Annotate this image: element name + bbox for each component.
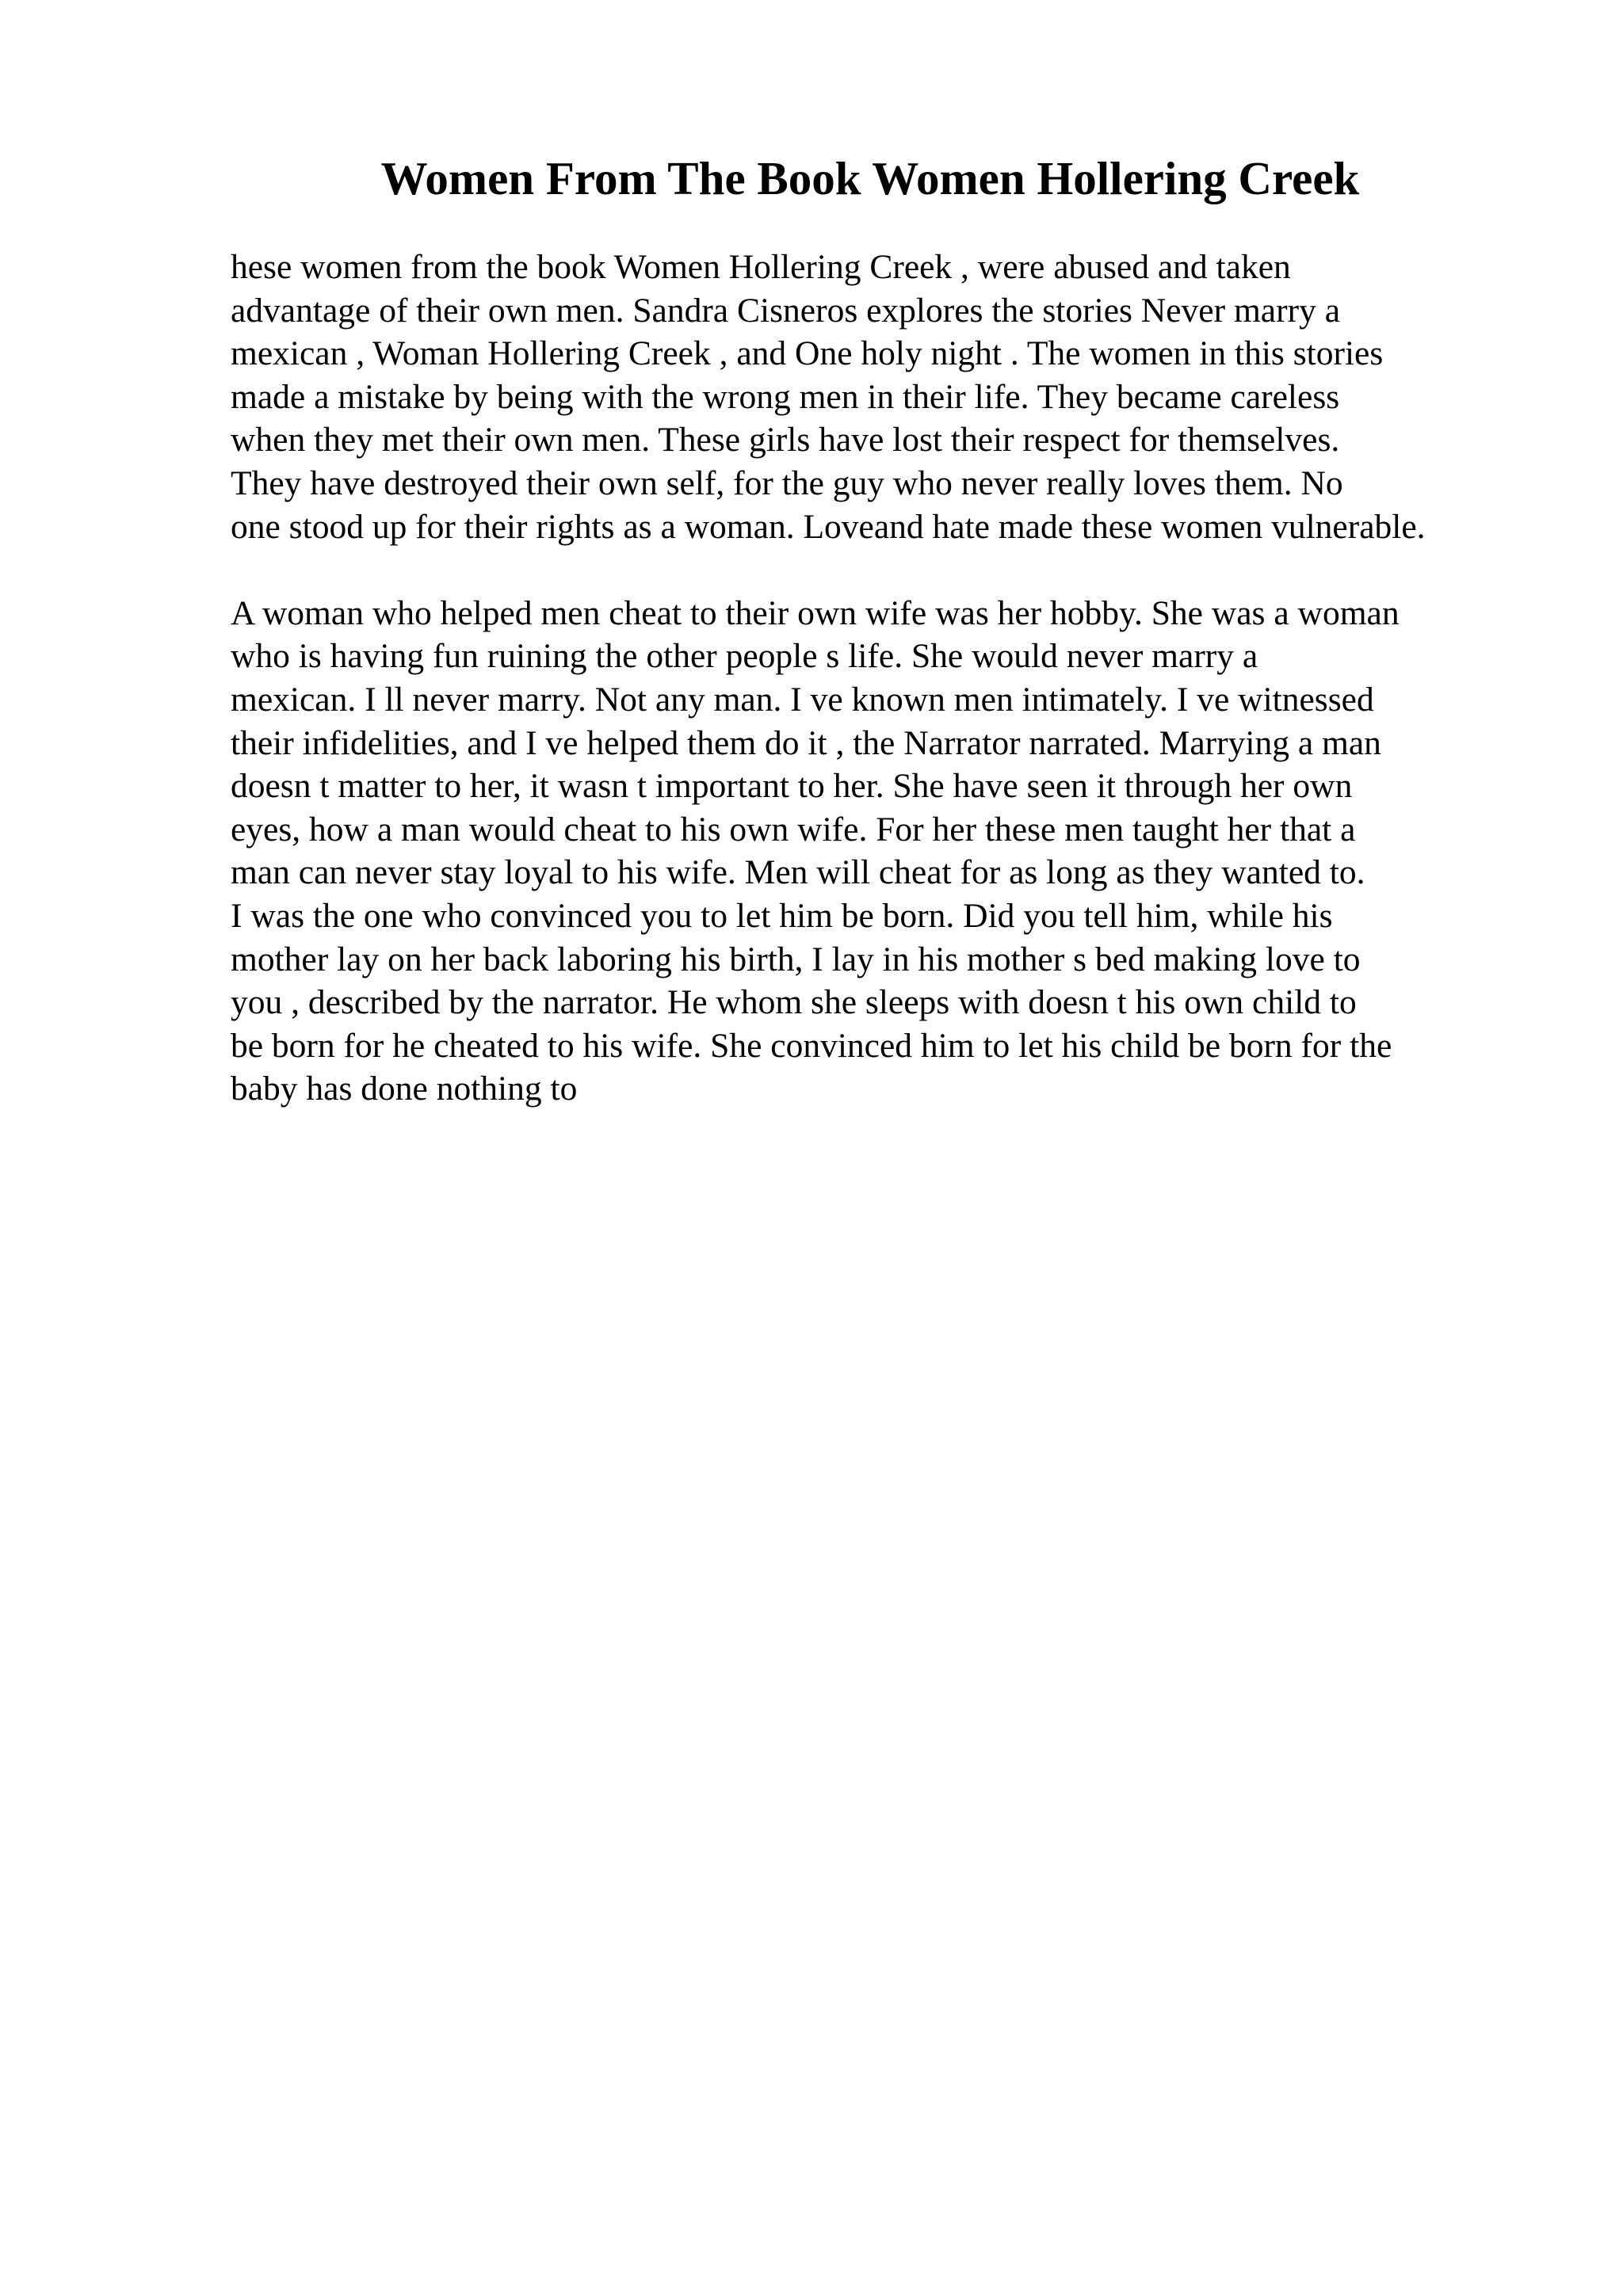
text-line: mother lay on her back laboring his birth, I lay in his mother s bed making love to bbox=[231, 940, 1361, 978]
document-body bbox=[231, 246, 1610, 1111]
text-line: mexican , Woman Hollering Creek , and One holy night . The women in this stories bbox=[231, 334, 1384, 373]
text-line: I was the one who convinced you to let him be born. Did you tell him, while his bbox=[231, 896, 1333, 935]
text-line: eyes, how a man would cheat to his own wife. For her these men taught her that a bbox=[231, 810, 1356, 849]
text-line: man can never stay loyal to his wife. Men will cheat for as long as they wanted to. bbox=[231, 853, 1365, 892]
text-line: advantage of their own men. Sandra Cisneros explores the stories Never marry a bbox=[231, 291, 1341, 330]
text-line: hese women from the book Women Hollering Creek , were abused and taken bbox=[231, 248, 1291, 286]
text-line: when they met their own men. These girls have lost their respect for themselves. bbox=[231, 421, 1340, 460]
paragraph-1 bbox=[231, 246, 1610, 548]
text-line: A woman who helped men cheat to their own wife was her hobby. She was a woman bbox=[231, 593, 1400, 632]
text-line: They have destroyed their own self, for the guy who never really loves them. No bbox=[231, 463, 1343, 502]
text-line: mexican. I ll never marry. Not any man. I ve known men intimately. I ve witnessed bbox=[231, 680, 1374, 719]
text-line: made a mistake by being with the wrong men in their life. They became careless bbox=[231, 377, 1340, 416]
text-line: be born for he cheated to his wife. She convinced him to let his child be born for the bbox=[231, 1026, 1392, 1065]
text-line: their infidelities, and I ve helped them do it , the Narrator narrated. Marrying a man bbox=[231, 723, 1381, 762]
document-title: Women From The Book Women Hollering Creek bbox=[380, 152, 1360, 204]
text-line: baby has done nothing to bbox=[231, 1070, 578, 1108]
paragraph-2 bbox=[231, 592, 1610, 1111]
text-line: doesn t matter to her, it wasn t important to her. She have seen it through her own bbox=[231, 767, 1353, 806]
text-line: who is having fun ruining the other people s life. She would never marry a bbox=[231, 637, 1258, 676]
text-line: you , described by the narrator. He whom she sleeps with doesn t his own child to bbox=[231, 983, 1357, 1022]
text-line: one stood up for their rights as a woman. Loveand hate made these women vulnerable. bbox=[231, 507, 1426, 546]
